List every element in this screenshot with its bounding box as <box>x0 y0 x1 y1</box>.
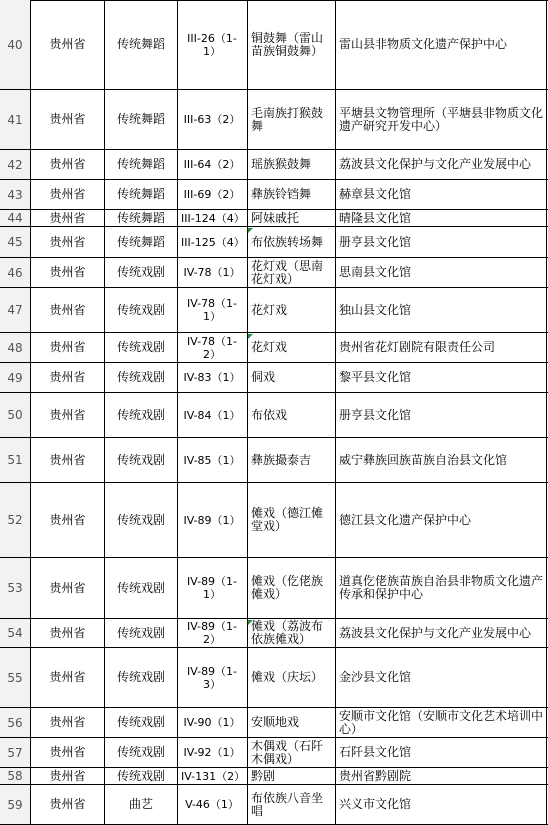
row-number[interactable]: 51 <box>0 438 31 482</box>
row-number[interactable]: 54 <box>0 619 31 647</box>
row-number[interactable]: 44 <box>0 210 31 226</box>
province-cell[interactable]: 贵州省 <box>30 648 104 707</box>
protection-unit-cell[interactable]: 石阡县文化馆 <box>335 738 547 767</box>
code-cell[interactable]: III-63（2） <box>177 90 246 149</box>
item-name-cell[interactable]: 傩戏（德江傩堂戏） <box>247 483 334 557</box>
item-name-cell[interactable]: 傩戏（荔波布依族傩戏） <box>247 619 334 647</box>
code-cell[interactable]: IV-89（1-1） <box>177 558 246 618</box>
item-name-cell[interactable]: 阿妹戚托 <box>247 210 334 226</box>
item-name-cell[interactable]: 布依戏 <box>247 393 334 437</box>
province-cell[interactable]: 贵州省 <box>30 333 104 362</box>
category-cell[interactable]: 传统戏剧 <box>104 333 177 362</box>
category-cell[interactable]: 传统戏剧 <box>104 363 177 392</box>
cell-comment-indicator-icon <box>248 228 253 233</box>
row-number[interactable]: 53 <box>0 558 31 618</box>
table-row <box>0 708 548 738</box>
code-cell[interactable]: IV-78（1） <box>177 258 246 287</box>
province-cell[interactable]: 贵州省 <box>30 619 104 647</box>
item-name-cell[interactable]: 布依族八音坐唱 <box>247 785 334 824</box>
province-cell[interactable]: 贵州省 <box>30 738 104 767</box>
table-row <box>0 785 548 825</box>
province-cell[interactable]: 贵州省 <box>30 150 104 179</box>
category-cell[interactable]: 传统戏剧 <box>104 438 177 482</box>
code-cell[interactable]: III-26（1-1） <box>177 0 246 89</box>
code-cell[interactable]: III-125（4） <box>177 227 246 257</box>
table-row <box>0 558 548 619</box>
category-cell[interactable]: 传统戏剧 <box>104 768 177 784</box>
category-cell[interactable]: 传统戏剧 <box>104 393 177 437</box>
row-number[interactable]: 49 <box>0 363 31 392</box>
row-number[interactable]: 48 <box>0 333 31 362</box>
protection-unit-cell[interactable]: 思南县文化馆 <box>335 258 547 287</box>
row-number[interactable]: 40 <box>0 0 31 89</box>
table-row <box>0 738 548 768</box>
category-cell[interactable]: 传统舞蹈 <box>104 150 177 179</box>
table-row <box>0 619 548 648</box>
cell-comment-indicator-icon <box>248 620 253 625</box>
table-row <box>0 227 548 258</box>
protection-unit-cell[interactable]: 独山县文化馆 <box>335 288 547 332</box>
item-name-cell[interactable]: 傩戏（庆坛） <box>247 648 334 707</box>
table-row <box>0 150 548 180</box>
item-name-cell[interactable]: 毛南族打猴鼓舞 <box>247 90 334 149</box>
row-number[interactable]: 57 <box>0 738 31 767</box>
row-number[interactable]: 46 <box>0 258 31 287</box>
table-row <box>0 333 548 363</box>
code-cell[interactable]: IV-90（1） <box>177 708 246 737</box>
row-number[interactable]: 41 <box>0 90 31 149</box>
code-cell[interactable]: IV-89（1-3） <box>177 648 246 707</box>
item-name-cell[interactable]: 傩戏（仡佬族傩戏） <box>247 558 334 618</box>
category-cell[interactable]: 传统舞蹈 <box>104 90 177 149</box>
protection-unit-cell[interactable]: 雷山县非物质文化遗产保护中心 <box>335 0 547 89</box>
item-name-cell[interactable]: 彝族撮泰吉 <box>247 438 334 482</box>
table-row <box>0 180 548 210</box>
province-cell[interactable]: 贵州省 <box>30 768 104 784</box>
code-cell[interactable]: IV-92（1） <box>177 738 246 767</box>
row-number[interactable]: 47 <box>0 288 31 332</box>
item-name-cell[interactable]: 布依族转场舞 <box>247 227 334 257</box>
category-cell[interactable]: 传统戏剧 <box>104 288 177 332</box>
table-row <box>0 483 548 558</box>
protection-unit-cell[interactable]: 册亨县文化馆 <box>335 393 547 437</box>
province-cell[interactable]: 贵州省 <box>30 210 104 226</box>
province-cell[interactable]: 贵州省 <box>30 558 104 618</box>
table-row <box>0 393 548 438</box>
protection-unit-cell[interactable]: 兴义市文化馆 <box>335 785 547 824</box>
item-name-cell[interactable]: 侗戏 <box>247 363 334 392</box>
item-name-cell[interactable]: 花灯戏（思南花灯戏） <box>247 258 334 287</box>
row-number[interactable]: 58 <box>0 768 31 784</box>
code-cell[interactable]: III-64（2） <box>177 150 246 179</box>
code-cell[interactable]: IV-84（1） <box>177 393 246 437</box>
code-cell[interactable]: IV-89（1） <box>177 483 246 557</box>
province-cell[interactable]: 贵州省 <box>30 438 104 482</box>
item-name-cell[interactable]: 花灯戏 <box>247 333 334 362</box>
row-number[interactable]: 50 <box>0 393 31 437</box>
row-number[interactable]: 45 <box>0 227 31 257</box>
protection-unit-cell[interactable]: 安顺市文化馆（安顺市文化艺术培训中心） <box>335 708 547 737</box>
category-cell[interactable]: 传统戏剧 <box>104 619 177 647</box>
province-cell[interactable]: 贵州省 <box>30 708 104 737</box>
protection-unit-cell[interactable]: 金沙县文化馆 <box>335 648 547 707</box>
table-row <box>0 363 548 393</box>
item-name-cell[interactable]: 铜鼓舞（雷山苗族铜鼓舞） <box>247 0 334 89</box>
code-cell[interactable]: IV-85（1） <box>177 438 246 482</box>
protection-unit-cell[interactable]: 荔波县文化保护与文化产业发展中心 <box>335 150 547 179</box>
category-cell[interactable]: 传统戏剧 <box>104 558 177 618</box>
protection-unit-cell[interactable]: 道真仡佬族苗族自治县非物质文化遗产传承和保护中心 <box>335 558 547 618</box>
category-cell[interactable]: 传统舞蹈 <box>104 210 177 226</box>
province-cell[interactable]: 贵州省 <box>30 90 104 149</box>
category-cell[interactable]: 传统戏剧 <box>104 648 177 707</box>
protection-unit-cell[interactable]: 荔波县文化保护与文化产业发展中心 <box>335 619 547 647</box>
province-cell[interactable]: 贵州省 <box>30 393 104 437</box>
code-cell[interactable]: IV-89（1-2） <box>177 619 246 647</box>
table-row <box>0 210 548 227</box>
row-number[interactable]: 59 <box>0 785 31 824</box>
category-cell[interactable]: 传统舞蹈 <box>104 227 177 257</box>
category-cell[interactable]: 传统舞蹈 <box>104 0 177 89</box>
table-row <box>0 768 548 785</box>
code-cell[interactable]: III-124（4） <box>177 210 246 226</box>
protection-unit-cell[interactable]: 贵州省花灯剧院有限责任公司 <box>335 333 547 362</box>
province-cell[interactable]: 贵州省 <box>30 180 104 209</box>
item-name-cell[interactable]: 花灯戏 <box>247 288 334 332</box>
province-cell[interactable]: 贵州省 <box>30 288 104 332</box>
row-number[interactable]: 56 <box>0 708 31 737</box>
code-cell[interactable]: IV-78（1-2） <box>177 333 246 362</box>
province-cell[interactable]: 贵州省 <box>30 483 104 557</box>
protection-unit-cell[interactable]: 威宁彝族回族苗族自治县文化馆 <box>335 438 547 482</box>
province-cell[interactable]: 贵州省 <box>30 363 104 392</box>
table-row <box>0 0 548 90</box>
item-name-cell[interactable]: 黔剧 <box>247 768 334 784</box>
category-cell[interactable]: 传统舞蹈 <box>104 180 177 209</box>
row-number[interactable]: 55 <box>0 648 31 707</box>
table-row <box>0 258 548 288</box>
category-cell[interactable]: 传统戏剧 <box>104 258 177 287</box>
category-cell[interactable]: 传统戏剧 <box>104 738 177 767</box>
row-number[interactable]: 43 <box>0 180 31 209</box>
cell-comment-indicator-icon <box>248 334 253 339</box>
code-cell[interactable]: IV-131（2） <box>177 768 246 784</box>
row-number[interactable]: 52 <box>0 483 31 557</box>
item-name-cell[interactable]: 木偶戏（石阡木偶戏） <box>247 738 334 767</box>
row-number[interactable]: 42 <box>0 150 31 179</box>
table-row <box>0 648 548 708</box>
table-row <box>0 90 548 150</box>
protection-unit-cell[interactable]: 赫章县文化馆 <box>335 180 547 209</box>
category-cell[interactable]: 传统戏剧 <box>104 483 177 557</box>
category-cell[interactable]: 曲艺 <box>104 785 177 824</box>
protection-unit-cell[interactable]: 平塘县文物管理所（平塘县非物质文化遗产研究开发中心） <box>335 90 547 149</box>
code-cell[interactable]: IV-83（1） <box>177 363 246 392</box>
province-cell[interactable]: 贵州省 <box>30 258 104 287</box>
table-row <box>0 438 548 483</box>
item-name-cell[interactable]: 瑶族猴鼓舞 <box>247 150 334 179</box>
protection-unit-cell[interactable]: 黎平县文化馆 <box>335 363 547 392</box>
protection-unit-cell[interactable]: 册亨县文化馆 <box>335 227 547 257</box>
code-cell[interactable]: IV-78（1-1） <box>177 288 246 332</box>
category-cell[interactable]: 传统戏剧 <box>104 708 177 737</box>
protection-unit-cell[interactable]: 德江县文化遗产保护中心 <box>335 483 547 557</box>
code-cell[interactable]: III-69（2） <box>177 180 246 209</box>
protection-unit-cell[interactable]: 晴隆县文化馆 <box>335 210 547 226</box>
province-cell[interactable]: 贵州省 <box>30 0 104 89</box>
item-name-cell[interactable]: 彝族铃铛舞 <box>247 180 334 209</box>
code-cell[interactable]: V-46（1） <box>177 785 246 824</box>
province-cell[interactable]: 贵州省 <box>30 227 104 257</box>
province-cell[interactable]: 贵州省 <box>30 785 104 824</box>
item-name-cell[interactable]: 安顺地戏 <box>247 708 334 737</box>
table-row <box>0 288 548 333</box>
protection-unit-cell[interactable]: 贵州省黔剧院 <box>335 768 547 784</box>
